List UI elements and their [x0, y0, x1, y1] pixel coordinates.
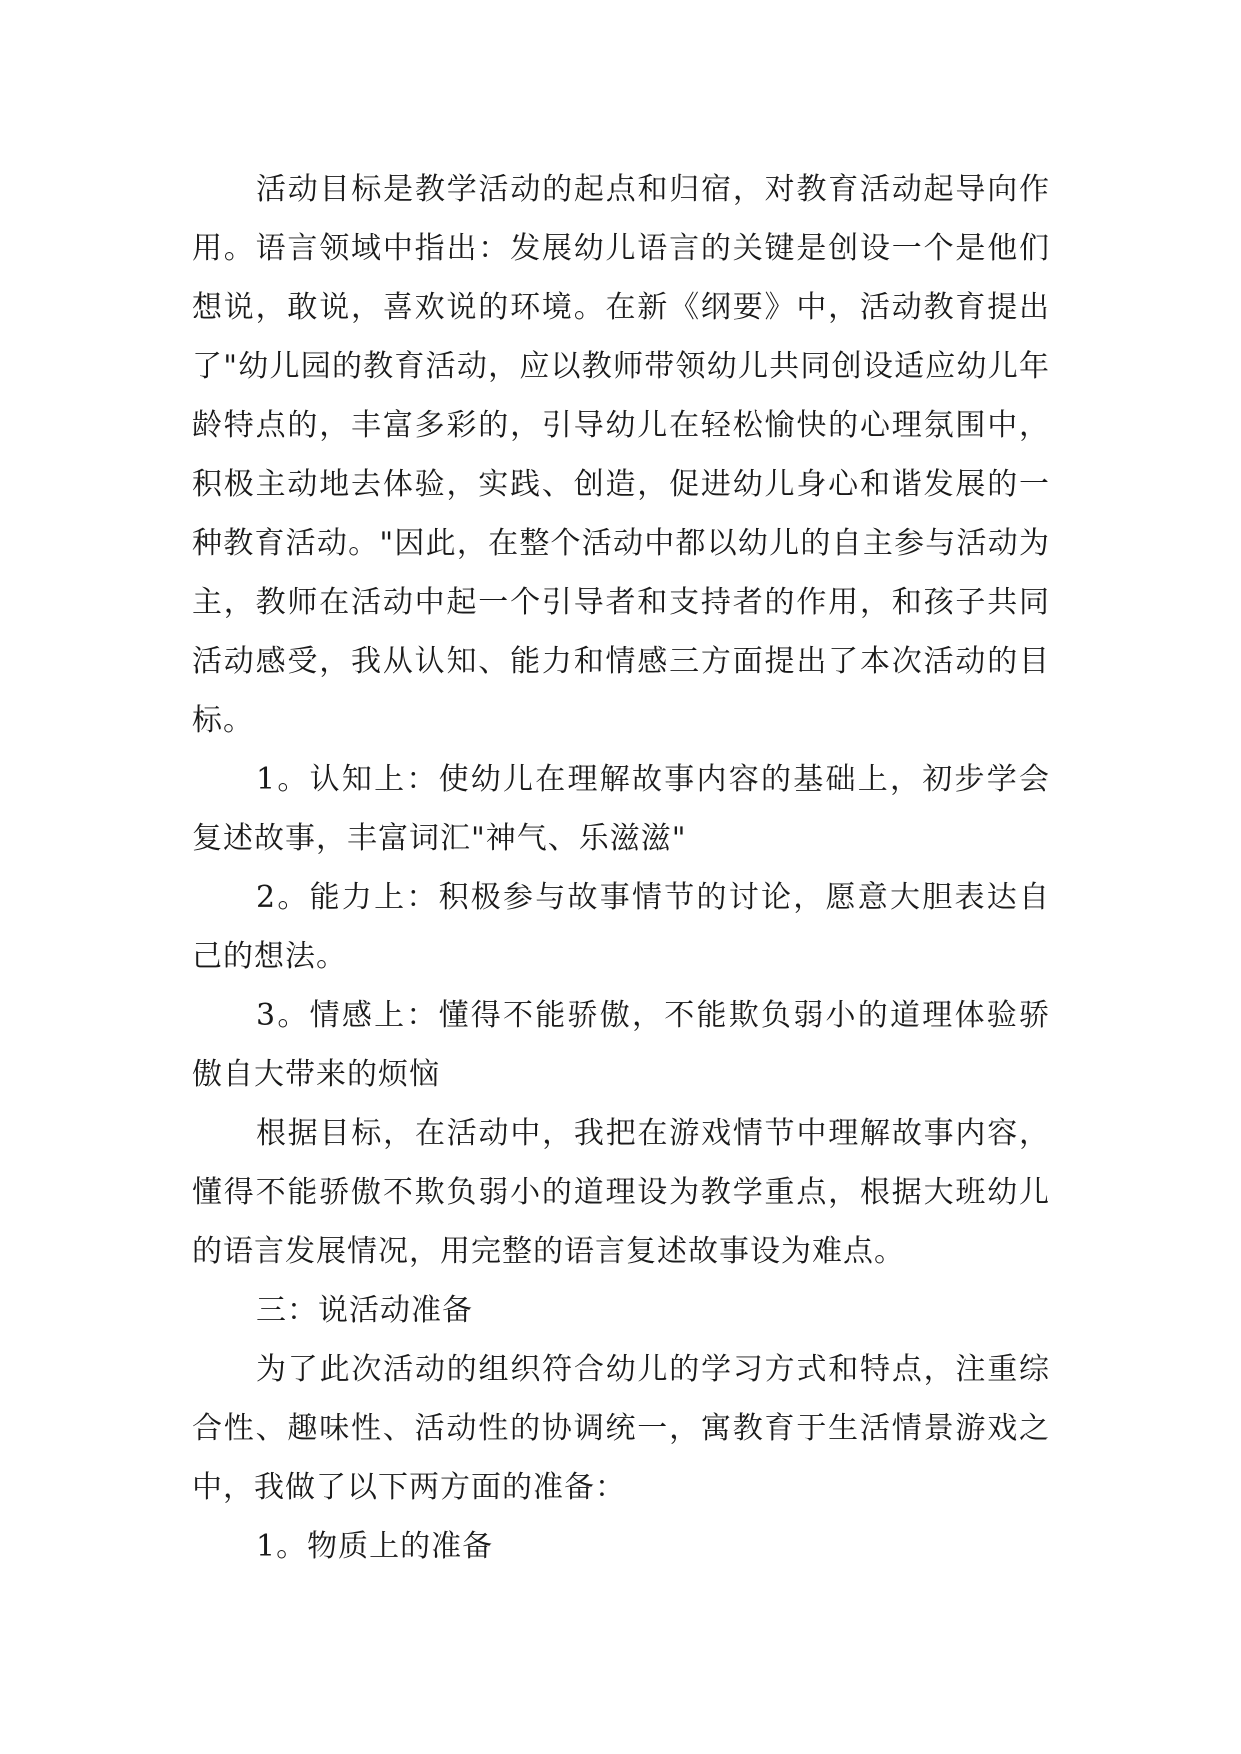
paragraph-material-preparation: 1。物质上的准备: [256, 1529, 494, 1564]
paragraph-preparation-intro: 为了此次活动的组织符合幼儿的学习方式和特点，注重综合性、趣味性、活动性的协调统一，寓教育于生活情景游戏之中，我做了以下两方面的准备：: [192, 1352, 1050, 1505]
paragraph-key-points: 根据目标，在活动中，我把在游戏情节中理解故事内容，懂得不能骄傲不欺负弱小的道理设为教学重点，根据大班幼儿的语言发展情况，用完整的语言复述故事设为难点。: [192, 1116, 1050, 1269]
section-heading-preparation: 三：说活动准备: [256, 1293, 473, 1328]
paragraph-goal-cognitive: 1。认知上：使幼儿在理解故事内容的基础上，初步学会复述故事，丰富词汇"神气、乐滋滋": [192, 762, 1050, 856]
paragraph-activity-goals-intro: 活动目标是教学活动的起点和归宿，对教育活动起导向作用。语言领域中指出：发展幼儿语言的关键是创设一个是他们想说，敢说，喜欢说的环境。在新《纲要》中，活动教育提出了"幼儿园的教育活动，应以教师带领幼儿共同创设适应幼儿年龄特点的，丰富多彩的，引导幼儿在轻松愉快的心理氛围中，积极主动地去体验，实践、创造，促进幼儿身心和谐发展的一种教育活动。"因此，在整个活动中都以幼儿的自主参与活动为主，教师在活动中起一个引导者和支持者的作用，和孩子共同活动感受，我从认知、能力和情感三方面提出了本次活动的目标。: [192, 172, 1050, 738]
paragraph-goal-ability: 2。能力上：积极参与故事情节的讨论，愿意大胆表达自己的想法。: [192, 880, 1050, 974]
document-body: [192, 160, 1050, 1576]
paragraph-goal-emotion: 3。情感上：懂得不能骄傲，不能欺负弱小的道理体验骄傲自大带来的烦恼: [192, 998, 1050, 1092]
